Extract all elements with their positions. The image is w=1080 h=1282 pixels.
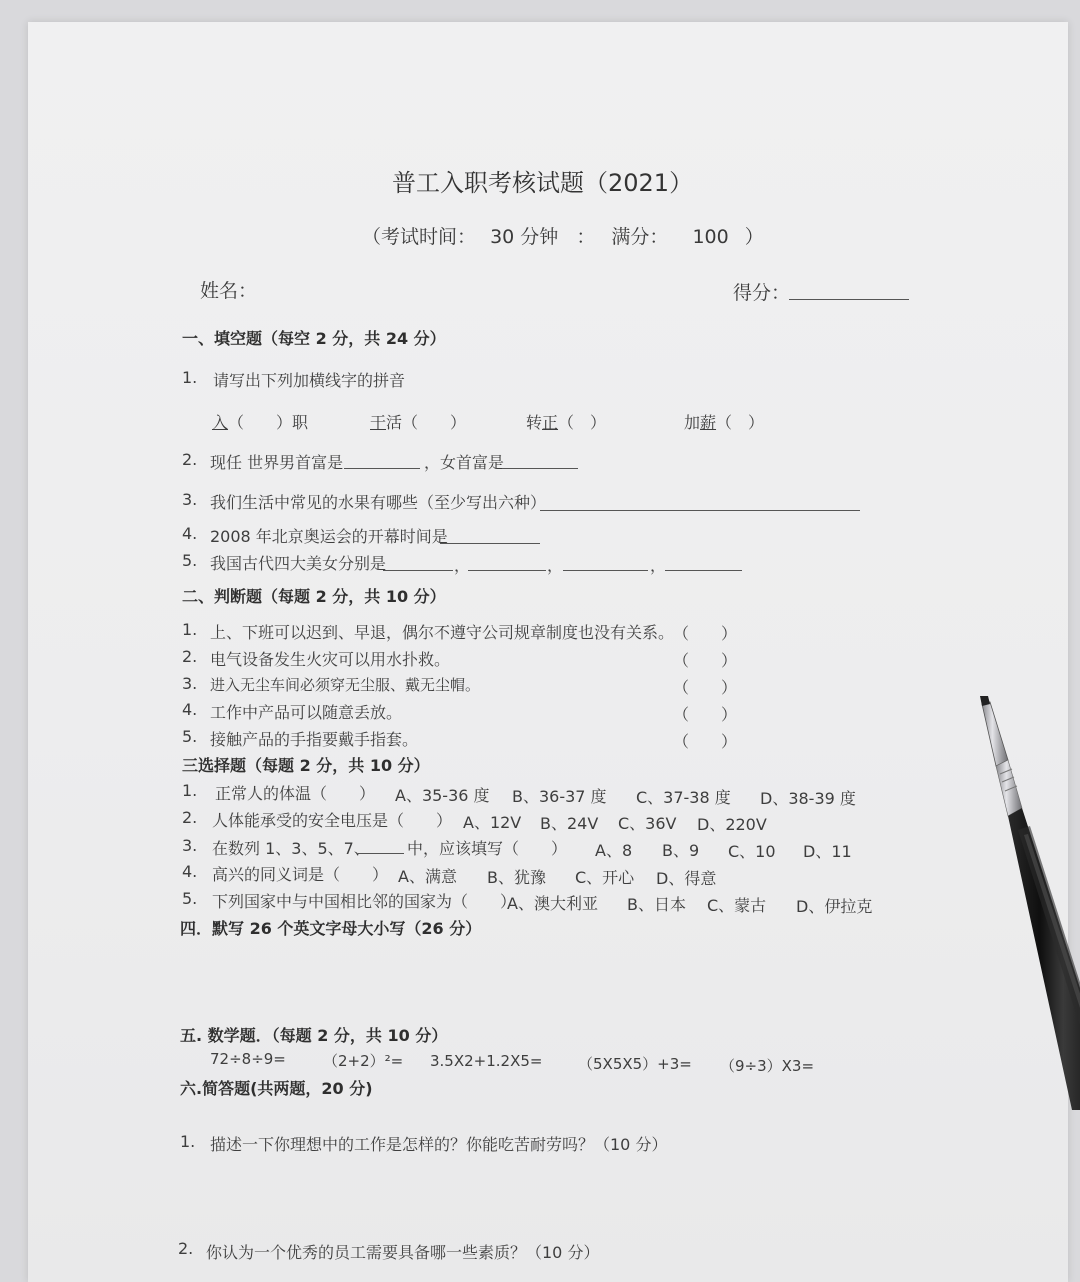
- math-item-5: （9÷3）X3=: [720, 1057, 815, 1075]
- s1-q5-sep-3: ，: [650, 556, 667, 575]
- s3-item-2-option-b: B、24V: [540, 814, 599, 833]
- s3-item-5-option-b: B、日本: [627, 895, 686, 914]
- s1-q2-number: 2.: [182, 450, 198, 469]
- s3-item-5-option-a: A、澳大利亚: [507, 894, 598, 913]
- s3-item-5-option-d: D、伊拉克: [796, 897, 873, 916]
- s2-item-1-answer[interactable]: （ ）: [673, 624, 738, 643]
- s3-item-4-option-d: D、得意: [656, 869, 717, 888]
- math-item-1: 72÷8÷9=: [210, 1050, 286, 1068]
- s3-item-5-question: 下列国家中与中国相比邻的国家为（ ）: [212, 892, 517, 911]
- section-6-heading: 六.简答题(共两题，20 分): [180, 1079, 373, 1098]
- s3-item-2-number: 2.: [182, 808, 198, 827]
- s3-item-3-number: 3.: [182, 836, 198, 855]
- s1-q3-text: 我们生活中常见的水果有哪些（至少写出六种）: [210, 493, 547, 512]
- s3-item-1-option-b: B、36-37 度: [512, 787, 607, 806]
- s2-item-5-number: 5.: [182, 727, 198, 746]
- section-4-heading: 四．默写 26 个英文字母大小写（26 分）: [180, 919, 482, 938]
- s1-q4-blank[interactable]: [440, 543, 540, 544]
- s1-q5-number: 5.: [182, 551, 198, 570]
- s3-item-5-option-c: C、蒙古: [707, 896, 767, 915]
- exam-title: 普工入职考核试题（2021）: [392, 169, 694, 197]
- s3-item-4-option-a: A、满意: [398, 867, 457, 886]
- s3-item-1-option-d: D、38-39 度: [760, 789, 856, 808]
- name-label: 姓名：: [200, 280, 258, 302]
- s3-item-4-question: 高兴的同义词是（ ）: [212, 865, 389, 884]
- s2-item-3-answer[interactable]: （ ）: [673, 678, 738, 697]
- section-2-heading: 二、判断题（每题 2 分，共 10 分）: [182, 587, 446, 606]
- s6-q2-number: 2.: [178, 1239, 194, 1258]
- s3-item-3-question: 在数列 1、3、5、7、: [212, 839, 370, 858]
- s3-item-2-option-c: C、36V: [618, 814, 677, 833]
- pinyin-item-1: 入（ ）职: [212, 413, 309, 432]
- s3-item-4-number: 4.: [182, 862, 198, 881]
- s1-q5-sep-1: ，: [454, 556, 471, 575]
- s3-item-3-option-d: D、11: [803, 842, 852, 861]
- pen-image: [960, 690, 1080, 1110]
- s2-item-1-number: 1.: [182, 620, 198, 639]
- s1-q1-number: 1.: [182, 368, 198, 387]
- s1-q3-blank[interactable]: [540, 510, 860, 511]
- pinyin-item-4: 加薪（ ）: [684, 413, 765, 432]
- s2-item-2-answer[interactable]: （ ）: [673, 651, 738, 670]
- s3-item-4-option-c: C、开心: [575, 868, 635, 887]
- score-label: 得分：: [733, 282, 791, 304]
- s2-item-1-text: 上、下班可以迟到、早退，偶尔不遵守公司规章制度也没有关系。: [210, 623, 675, 642]
- s2-item-3-number: 3.: [182, 674, 198, 693]
- math-item-4: （5X5X5）+3=: [578, 1055, 692, 1073]
- s1-q5-sep-2: ，: [547, 556, 564, 575]
- s3-item-1-number: 1.: [182, 781, 198, 800]
- s6-q1-answer-area[interactable]: [180, 1160, 860, 1230]
- s1-q5-blank-3[interactable]: [563, 570, 648, 571]
- math-item-3: 3.5X2+1.2X5=: [430, 1052, 543, 1070]
- s2-item-4-number: 4.: [182, 700, 198, 719]
- s3-item-1-question: 正常人的体温（ ）: [215, 784, 376, 803]
- s1-q5-blank-1[interactable]: [383, 570, 453, 571]
- s2-item-5-answer[interactable]: （ ）: [673, 732, 738, 751]
- score-blank[interactable]: [789, 299, 909, 300]
- s2-item-4-answer[interactable]: （ ）: [673, 705, 738, 724]
- s6-q1-number: 1.: [180, 1132, 196, 1151]
- pinyin-item-3: 转正（ ）: [526, 413, 607, 432]
- s3-item-1-option-a: A、35-36 度: [395, 786, 490, 805]
- s1-q4-number: 4.: [182, 524, 198, 543]
- section-3-heading: 三选择题（每题 2 分，共 10 分）: [182, 756, 430, 775]
- s1-q2-text-b: ，女首富是: [424, 453, 505, 472]
- s2-item-4-text: 工作中产品可以随意丢放。: [210, 703, 403, 722]
- s2-item-2-text: 电气设备发生火灾可以用水扑救。: [210, 650, 451, 669]
- pinyin-item-2: 干活（ ）: [370, 413, 467, 432]
- s1-q4-text: 2008 年北京奥运会的开幕时间是: [210, 527, 448, 546]
- s4-answer-area[interactable]: [180, 944, 880, 1016]
- s3-item-2-option-a: A、12V: [463, 813, 522, 832]
- s3-item-2-option-d: D、220V: [697, 815, 767, 834]
- s3-item-2-question: 人体能承受的安全电压是（ ）: [212, 811, 453, 830]
- s1-q3-number: 3.: [182, 490, 198, 509]
- s3-item-5-number: 5.: [182, 889, 198, 908]
- s1-q5-blank-4[interactable]: [665, 570, 742, 571]
- s1-q2-blank-2[interactable]: [502, 468, 578, 469]
- section-1-heading: 一、填空题（每空 2 分，共 24 分）: [182, 329, 446, 348]
- s1-q2-text-a: 现任 世界男首富是: [210, 453, 344, 472]
- s3-item-3-blank[interactable]: [358, 853, 404, 854]
- section-5-heading: 五. 数学题．（每题 2 分，共 10 分）: [180, 1026, 448, 1045]
- s1-q1-text: 请写出下列加横线字的拼音: [213, 371, 406, 390]
- exam-subtitle: （考试时间： 30 分钟 ： 满分： 100 ）: [362, 226, 764, 248]
- s2-item-5-text: 接触产品的手指要戴手指套。: [210, 730, 419, 749]
- math-item-2: （2+2）²=: [323, 1052, 404, 1070]
- s3-item-3-question-end: 中，应该填写（ ）: [407, 839, 568, 858]
- s2-item-2-number: 2.: [182, 647, 198, 666]
- s1-q5-blank-2[interactable]: [468, 570, 546, 571]
- s6-q1-text: 描述一下你理想中的工作是怎样的？你能吃苦耐劳吗？（10 分）: [210, 1135, 668, 1154]
- s3-item-4-option-b: B、犹豫: [487, 868, 546, 887]
- s2-item-3-text: 进入无尘车间必须穿无尘服、戴无尘帽。: [210, 676, 481, 694]
- s3-item-1-option-c: C、37-38 度: [636, 788, 731, 807]
- s1-q5-text: 我国古代四大美女分别是: [210, 554, 387, 573]
- s3-item-3-option-c: C、10: [728, 842, 776, 861]
- s6-q2-text: 你认为一个优秀的员工需要具备哪一些素质？（10 分）: [206, 1243, 600, 1262]
- s3-item-3-option-b: B、9: [662, 841, 700, 860]
- s1-q2-blank-1[interactable]: [344, 468, 420, 469]
- s3-item-3-option-a: A、8: [595, 841, 633, 860]
